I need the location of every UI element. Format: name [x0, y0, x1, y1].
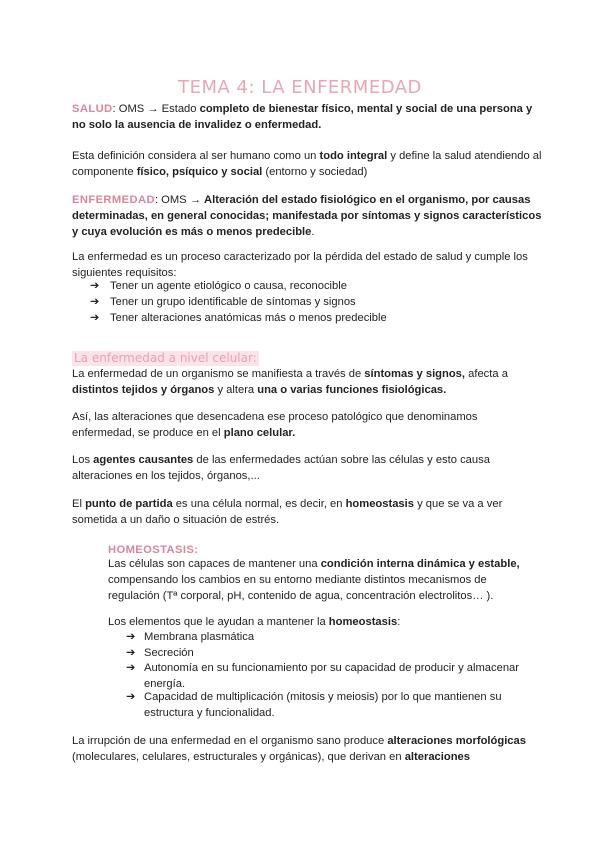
enfermedad-definition: ENFERMEDAD: OMS → Alteración del estado fisiológico en el organismo, por causas determinadas, en general conocidas; manifestada por síntomas y signos característicos y cuya evolución es más o menos predecible. [72, 194, 542, 238]
salud-definition: SALUD: OMS → Estado completo de bienestar físico, mental y social de una persona y no solo la ausencia de invalidez o enfermedad. [72, 103, 533, 131]
requisitos-intro: La enfermedad es un proceso caracterizado por la pérdida del estado de salud y cumple los siguientes requisitos: [72, 251, 528, 279]
list-item: ➔ Autonomía en su funcionamiento por su capacidad de producir y almacenar energía. [126, 662, 520, 690]
section-heading: La enfermedad a nivel celular: [74, 351, 257, 365]
list-item: ➔ Secreción [126, 647, 194, 659]
definition-paragraph: Esta definición considera al ser humano como un todo integral y define la salud atendiendo al componente físico, psíquico y social (entorno y sociedad) [72, 150, 542, 178]
list-item: ➔ Tener alteraciones anatómicas más o menos predecible [90, 312, 387, 324]
arrow-icon: ➔ [126, 691, 136, 703]
arrow-icon: ➔ [126, 662, 136, 674]
elementos-intro: Los elementos que le ayudan a mantener la homeostasis: [108, 616, 401, 628]
salud-label: SALUD [72, 103, 113, 115]
paragraph: La irrupción de una enfermedad en el organismo sano produce alteraciones morfológicas (moleculares, celulares, estructurales y orgánicas), que derivan en alteraciones [72, 735, 526, 763]
arrow-icon: ➔ [126, 647, 136, 659]
paragraph: El punto de partida es una célula normal, es decir, en homeostasis y que se va a ver sometida a un daño o situación de estrés. [72, 498, 503, 526]
list-item: ➔ Membrana plasmática [126, 631, 255, 643]
paragraph: Los agentes causantes de las enfermedades actúan sobre las células y esto causa alteraciones en los tejidos, órganos,... [72, 454, 490, 482]
paragraph: Así, las alteraciones que desencadena ese proceso patológico que denominamos enfermedad, se produce en el plano celular. [72, 411, 478, 439]
list-item: ➔ Tener un agente etiológico o causa, reconocible [90, 280, 347, 292]
list-item: ➔ Capacidad de multiplicación (mitosis y meiosis) por lo que mantienen su estructura y funcionalidad. [126, 691, 502, 719]
homeostasis-definition: Las células son capaces de mantener una condición interna dinámica y estable, compensando los cambios en su entorno mediante distintos mecanismos de regulación (Tª corporal, pH, contenido de agua, concentración electrolitos… ). [108, 558, 520, 602]
arrow-icon: ➔ [90, 296, 100, 308]
list-item: ➔ Tener un grupo identificable de síntomas y signos [90, 296, 356, 308]
arrow-icon: ➔ [126, 631, 136, 643]
page-title: TEMA 4: LA ENFERMEDAD [178, 77, 422, 98]
paragraph: La enfermedad de un organismo se manifiesta a través de síntomas y signos, afecta a distintos tejidos y órganos y altera una o varias funciones fisiológicas. [72, 368, 508, 396]
arrow-icon: ➔ [90, 280, 100, 292]
homeostasis-label: HOMEOSTASIS: [108, 544, 199, 556]
arrow-icon: ➔ [90, 312, 100, 324]
enfermedad-label: ENFERMEDAD [72, 194, 155, 206]
